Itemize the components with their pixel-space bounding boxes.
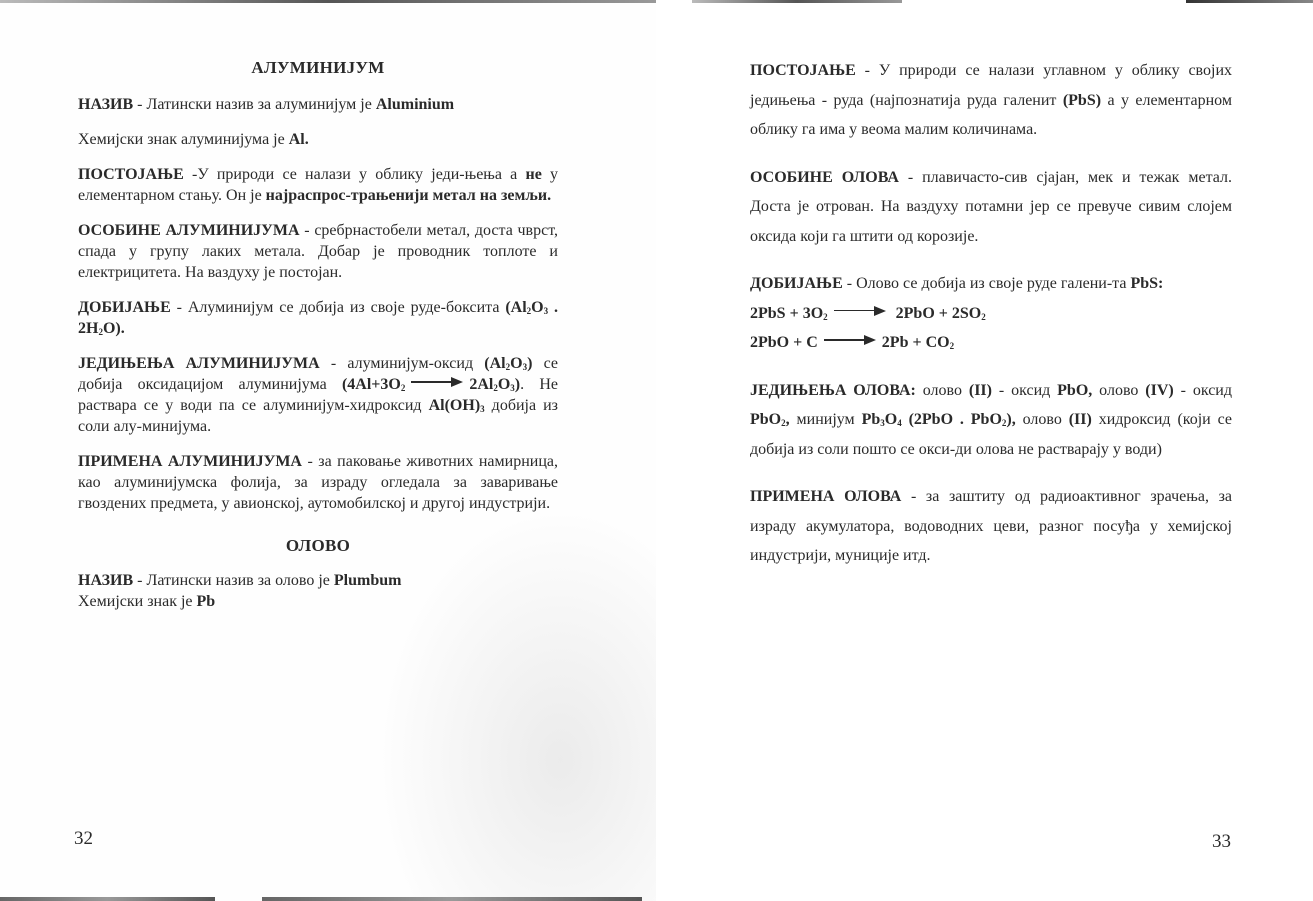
text: хидроксид (који се добија из соли пошто се окси-ди олова не растварају у води) [750,411,1233,458]
bold-text: не [525,166,542,183]
subscript: 2 [949,341,955,351]
bold-text: ПОСТОЈАЊЕ [750,62,856,79]
subscript: 2 [98,327,103,337]
text: - оксид [991,381,1058,399]
bold-text: PbO, [1057,381,1093,399]
bold-text: 2PbO + C [750,334,818,351]
text: добија из соли алу-минијума. [78,397,558,435]
page-edge-bottom [0,897,215,901]
bold-text: 2Al [469,376,494,393]
bold-text: Plumbum [333,572,402,589]
subscript: 2 [400,383,406,393]
text: - У природи се налази углавном у облику својих једињења - руда (најпознатија руда галенит [750,62,1232,109]
bold-text: (PbS) [1062,91,1102,109]
text: - плавичасто-сив сјајан, мек и тежак метал. Доста је отрован. На ваздуху потамни јер се превуче сивим слојем оксида који га штити од корозије. [750,168,1233,245]
bold-text: ), [1006,411,1016,428]
text: . Не раствара се у води па се алуминијум-хидроксид [78,376,558,414]
text: олово [1015,411,1069,428]
paragraph [78,353,558,437]
text: олово [1092,381,1146,399]
subscript: 2 [781,418,786,428]
paragraph [78,94,558,115]
subscript: 3 [522,362,528,372]
bold-text: ПРИМЕНА АЛУМИНИЈУМА [78,453,302,470]
bold-text: PbS: [1130,275,1164,292]
paragraph [78,591,558,612]
page-number-left: 32 [74,828,93,849]
paragraph [78,451,558,514]
bold-text: 2PbO + 2SO [891,304,982,322]
bold-text: ЈЕДИЊЕЊА ОЛОВА: [750,381,916,399]
subscript: 2 [505,362,511,372]
paragraph [78,570,558,591]
bold-text: 2Pb + CO [881,334,950,351]
bold-text: ДОБИЈАЊЕ [78,299,171,316]
section-title-lead: ОЛОВО [285,536,351,555]
bold-text: Pb [861,411,881,428]
bold-text: (Al [484,355,506,372]
paragraph [750,269,1232,358]
bold-text: најраспрос-трањенији метал на земљи. [265,187,552,204]
page-edge-bottom [262,897,642,901]
subscript: 2 [493,383,498,393]
aluminium-paragraphs [78,94,558,514]
subscript: 2 [1001,418,1007,428]
bold-text: НАЗИВ [78,572,134,589]
paragraph [750,482,1232,571]
text: - за паковање животних намирница, као алуминијумска фолија, за израду огледала за заваривање гвоздених предмета, у авионској, аутомобилској и другој индустрији. [78,453,558,512]
bold-text: . 2H [78,299,559,337]
bold-text: (II) [968,381,992,399]
page-number-right: 33 [1212,831,1231,852]
bold-text: O [884,411,898,428]
text: - сребрнастобели метал, доста чврст, спада у групу лаких метала. Добар је проводник топлоте и електрицитета. На ваздуху је постојан. [78,222,559,281]
text: Хемијски знак алуминијума је [78,131,289,148]
subscript: 4 [897,418,902,428]
text: се добија оксидацијом алуминијума [78,355,559,393]
text: - Олово се добија из своје руде галени-та [842,275,1131,292]
bold-text: ПРИМЕНА ОЛОВА [750,488,902,505]
subscript: 3 [880,418,885,428]
bold-text: (IV) [1145,381,1174,399]
bold-text: , [785,411,790,428]
subscript: 3 [543,306,549,316]
lead-paragraphs [78,570,558,612]
subscript: 2 [981,311,986,322]
subscript: 2 [526,306,532,316]
bold-text: ЈЕДИЊЕЊА АЛУМИНИЈУМА [78,355,320,372]
bold-text: ОСОБИНЕ АЛУМИНИЈУМА [78,222,300,239]
paragraph [78,220,558,283]
paragraph [750,376,1232,465]
text: - Латински назив за олово је [133,572,334,589]
page-edge-top [692,0,902,3]
bold-text: (II) [1068,411,1092,428]
bold-text: Al(OH) [428,397,481,414]
left-page-content [78,58,558,612]
text: -У природи се налази у облику једи-њења а [183,166,526,183]
text: - оксид [1173,381,1233,399]
bold-text: O [531,299,544,316]
bold-text: O). [102,320,125,337]
bold-text: PbO [750,411,782,428]
bold-text: Aluminium [375,96,455,113]
bold-text: (4Al+3O [341,376,401,393]
bold-text: (2PbO . PbO [901,411,1002,428]
text: олово [915,381,969,399]
bold-text: ОСОБИНЕ ОЛОВА [750,168,899,186]
reaction-arrow-icon [411,377,463,387]
text: а у елементарном облику га има у веома малим количинама. [750,91,1233,138]
page-left [0,0,656,901]
subscript: 3 [510,383,515,393]
bold-text: O [510,355,523,372]
subscript: 3 [480,404,485,414]
lead-detail-paragraphs [750,56,1232,571]
bold-text: ) [514,376,521,393]
bold-text: ) [527,355,533,372]
subscript: 2 [823,311,828,322]
bold-text: 2PbS + 3O [750,304,824,322]
bold-text: (Al [505,299,527,316]
paragraph [750,56,1232,145]
right-page-content [750,56,1232,571]
text: - за заштиту од радиоактивног зрачења, за израду акумулатора, водоводних цеви, разног посуђа у хемијској индустрији, муниције итд. [750,488,1233,564]
bold-text: НАЗИВ [78,96,134,113]
text: Хемијски знак је [78,593,197,610]
text: минијум [789,411,862,428]
paragraph [78,129,558,150]
page-edge-top [1186,0,1313,3]
bold-text: ДОБИЈАЊЕ [750,275,843,292]
paragraph [78,164,558,206]
paragraph [750,163,1232,252]
text: - Алуминијум се добија из своје руде-боксита [170,299,506,316]
bold-text: O [497,376,511,393]
text: - алуминијум-оксид [319,355,485,372]
bold-text: Pb [196,593,216,610]
text: - Латински назив за алуминијум је [133,96,376,113]
bold-text: ПОСТОЈАЊЕ [78,166,184,183]
section-title-aluminium: АЛУМИНИЈУМ [251,58,385,77]
reaction-arrow-icon [824,335,876,345]
reaction-arrow-icon [834,306,886,316]
page-right [656,0,1313,901]
page-edge-top [0,0,656,3]
text: у елементарном стању. Он је [78,166,559,204]
bold-text: Al. [288,131,309,148]
paragraph [78,297,558,339]
